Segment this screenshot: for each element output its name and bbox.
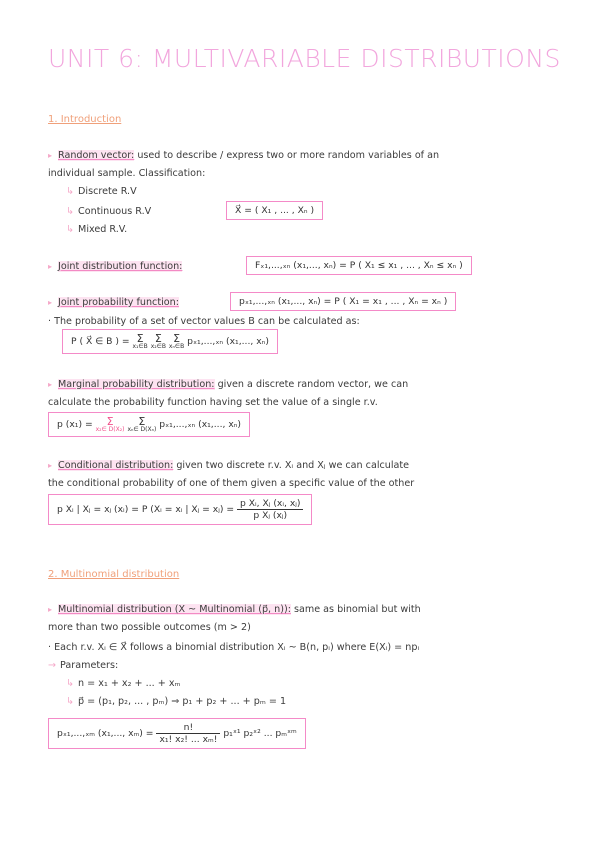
branch-arrow-icon: ↳ [66,696,75,707]
multinomial-pmf-formula-box: pₓ₁,...,ₓₘ (x₁,..., xₘ) = $\frac{n!}{\text{x₁! x₂! ... xₘ!}}$ p₁ˣ¹ p₂ˣ² ... pₘˣᵐ [48,718,306,749]
section-heading-introduction: 1. Introduction [48,114,122,125]
classification-continuous: ↳ Continuous R.V [66,206,152,217]
conditional-distribution-definition-cont: the conditional probability of one of them given a specific value of the other [48,478,415,489]
random-vector-definition: ▸ Random vector: used to describe / express two or more random variables of an [48,150,440,161]
each-rv-binomial-text: · Each r.v. Xᵢ ∈ X⃗ follows a binomial distribution Xᵢ ~ B(n, pᵢ) where E(Xᵢ) = npᵢ [48,642,420,653]
probability-set-formula-box: P ( X⃗ ∈ B ) = Σ x₁∈B Σ x₂∈B Σ xₙ∈B pₓ₁,...,ₓₙ (x₁,..., xₙ) [62,329,278,354]
parameters-label: → Parameters: [48,660,119,671]
joint-distribution-formula-box: Fₓ₁,...,ₓₙ (x₁,..., xₙ) = P ( X₁ ≤ x₁ , ... , Xₙ ≤ xₙ ) [246,256,472,275]
classification-mixed: ↳ Mixed R.V. [66,224,128,235]
multinomial-definition-cont: more than two possible outcomes (m > 2) [48,622,251,633]
multinomial-definition: ▸ Multinomial distribution (X ~ Multinomial (p⃗, n)): same as binomial but with [48,604,421,615]
marginal-distribution-definition-cont: calculate the probability function having set the value of a single r.v. [48,397,378,408]
classification-discrete: ↳ Discrete R.V [66,186,137,197]
page-title: UNIT 6: MULTIVARIABLE DISTRIBUTIONS [48,44,561,73]
arrow-icon: → [48,660,57,671]
parameter-n: ↳ n = x₁ + x₂ + ... + xₘ [66,678,181,689]
bullet-icon: ▸ [48,380,53,389]
probability-set-text: · The probability of a set of vector values B can be calculated as: [48,316,360,327]
branch-arrow-icon: ↳ [66,186,75,197]
random-vector-definition-cont: individual sample. Classification: [48,168,206,179]
bullet-icon: ▸ [48,298,53,307]
conditional-distribution-definition: ▸ Conditional distribution: given two discrete r.v. Xᵢ and Xⱼ we can calculate [48,460,410,471]
parameter-p: ↳ p⃗ = (p₁, p₂, ... , pₘ) ⇒ p₁ + p₂ + ... + pₘ = 1 [66,696,287,707]
section-heading-multinomial: 2. Multinomial distribution [48,569,180,580]
joint-probability-formula-box: pₓ₁,...,ₓₙ (x₁,..., xₙ) = P ( X₁ = x₁ , ... , Xₙ = xₙ ) [230,292,456,311]
marginal-formula-box: p (x₁) = Σ x₂∈ D(X₂) Σ xₙ∈ D(Xₙ) pₓ₁,...,ₓₙ (x₁,..., xₙ) [48,412,250,437]
bullet-icon: ▸ [48,461,53,470]
branch-arrow-icon: ↳ [66,206,75,217]
branch-arrow-icon: ↳ [66,678,75,689]
bullet-icon: ▸ [48,605,53,614]
joint-probability-label: ▸ Joint probability function: [48,297,179,308]
joint-distribution-label: ▸ Joint distribution function: [48,261,183,272]
conditional-formula-box: p Xᵢ | Xⱼ = xⱼ (xᵢ) = P (Xᵢ = xᵢ | Xⱼ = xⱼ) = $\frac{\text{p Xᵢ, Xⱼ (xᵢ, xⱼ)}}{\text{p Xⱼ (xⱼ)}}$ [48,494,312,525]
marginal-distribution-definition: ▸ Marginal probability distribution: given a discrete random vector, we can [48,379,409,390]
random-vector-formula-box: X⃗ = ( X₁ , ... , Xₙ ) [226,201,323,220]
random-vector-term: Random vector: [58,150,135,161]
bullet-icon: ▸ [48,262,53,271]
branch-arrow-icon: ↳ [66,224,75,235]
bullet-icon: ▸ [48,151,53,160]
